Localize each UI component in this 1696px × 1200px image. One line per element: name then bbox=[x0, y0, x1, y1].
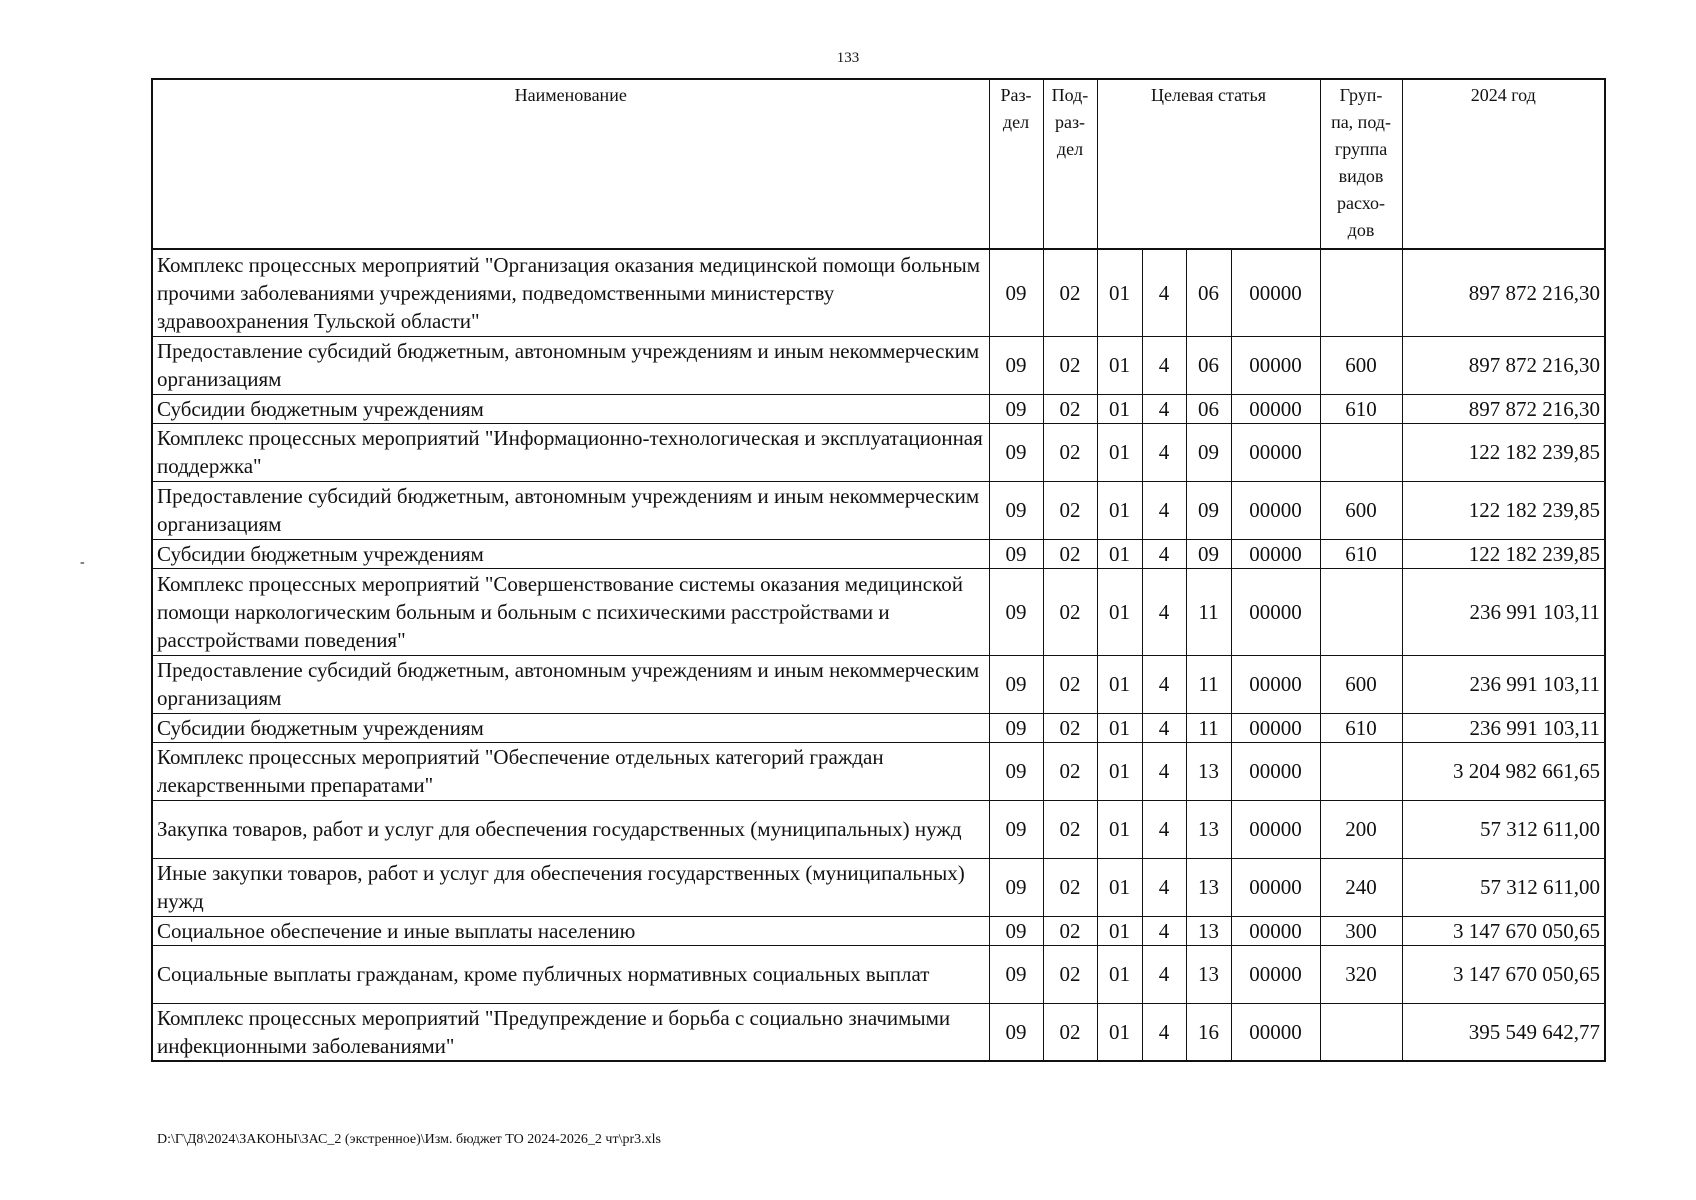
row-name: Комплекс процессных мероприятий "Обеспечение отдельных категорий граждан лекарственными препаратами" bbox=[152, 742, 989, 800]
row-target-complex: 09 bbox=[1186, 539, 1231, 568]
row-target-complex: 16 bbox=[1186, 1003, 1231, 1061]
row-target-direction: 00000 bbox=[1231, 481, 1320, 539]
page-number: 133 bbox=[836, 50, 860, 66]
row-target-direction: 00000 bbox=[1231, 249, 1320, 336]
row-amount: 57 312 611,00 bbox=[1402, 858, 1605, 916]
row-subsection: 02 bbox=[1043, 539, 1097, 568]
row-subsection: 02 bbox=[1043, 800, 1097, 858]
row-target-complex: 11 bbox=[1186, 713, 1231, 742]
row-target-complex: 13 bbox=[1186, 742, 1231, 800]
row-amount: 3 147 670 050,65 bbox=[1402, 916, 1605, 945]
row-amount: 897 872 216,30 bbox=[1402, 249, 1605, 336]
row-subsection: 02 bbox=[1043, 394, 1097, 423]
row-target-complex: 13 bbox=[1186, 858, 1231, 916]
row-section: 09 bbox=[989, 539, 1043, 568]
row-target-complex: 11 bbox=[1186, 568, 1231, 655]
table-row bbox=[152, 1003, 1605, 1061]
header-section: Раз- дел bbox=[989, 79, 1043, 249]
row-subsection: 02 bbox=[1043, 1003, 1097, 1061]
row-section: 09 bbox=[989, 655, 1043, 713]
row-name: Субсидии бюджетным учреждениям bbox=[152, 713, 989, 742]
row-target-type: 4 bbox=[1142, 945, 1186, 1003]
row-target-complex: 13 bbox=[1186, 945, 1231, 1003]
row-expense-group: 600 bbox=[1320, 481, 1402, 539]
row-name: Предоставление субсидий бюджетным, автономным учреждениям и иным некоммерческим организациям bbox=[152, 336, 989, 394]
header-subsection: Под- раз- дел bbox=[1043, 79, 1097, 249]
header-expense-group: Груп- па, под- группа видов расхо- дов bbox=[1320, 79, 1402, 249]
row-target-type: 4 bbox=[1142, 655, 1186, 713]
row-name: Предоставление субсидий бюджетным, автономным учреждениям и иным некоммерческим организациям bbox=[152, 655, 989, 713]
budget-table bbox=[151, 78, 1606, 1062]
row-amount: 236 991 103,11 bbox=[1402, 655, 1605, 713]
row-name: Закупка товаров, работ и услуг для обеспечения государственных (муниципальных) нужд bbox=[152, 800, 989, 858]
table-body bbox=[152, 249, 1605, 1061]
row-name: Субсидии бюджетным учреждениям bbox=[152, 394, 989, 423]
row-target-program: 01 bbox=[1097, 394, 1142, 423]
header-year: 2024 год bbox=[1402, 79, 1605, 249]
row-amount: 122 182 239,85 bbox=[1402, 423, 1605, 481]
row-target-type: 4 bbox=[1142, 742, 1186, 800]
row-expense-group: 610 bbox=[1320, 394, 1402, 423]
row-name: Иные закупки товаров, работ и услуг для обеспечения государственных (муниципальных) нужд bbox=[152, 858, 989, 916]
row-expense-group: 300 bbox=[1320, 916, 1402, 945]
row-amount: 897 872 216,30 bbox=[1402, 336, 1605, 394]
row-amount: 57 312 611,00 bbox=[1402, 800, 1605, 858]
row-amount: 3 147 670 050,65 bbox=[1402, 945, 1605, 1003]
stray-mark: - bbox=[80, 555, 85, 570]
row-amount: 122 182 239,85 bbox=[1402, 539, 1605, 568]
row-subsection: 02 bbox=[1043, 655, 1097, 713]
row-name: Предоставление субсидий бюджетным, автономным учреждениям и иным некоммерческим организациям bbox=[152, 481, 989, 539]
row-amount: 897 872 216,30 bbox=[1402, 394, 1605, 423]
row-target-type: 4 bbox=[1142, 481, 1186, 539]
row-name: Социальное обеспечение и иные выплаты населению bbox=[152, 916, 989, 945]
header-row bbox=[152, 79, 1605, 249]
row-name: Субсидии бюджетным учреждениям bbox=[152, 539, 989, 568]
row-target-complex: 06 bbox=[1186, 336, 1231, 394]
row-target-type: 4 bbox=[1142, 1003, 1186, 1061]
row-target-direction: 00000 bbox=[1231, 945, 1320, 1003]
row-expense-group bbox=[1320, 742, 1402, 800]
row-target-program: 01 bbox=[1097, 800, 1142, 858]
row-section: 09 bbox=[989, 713, 1043, 742]
row-expense-group: 240 bbox=[1320, 858, 1402, 916]
row-target-program: 01 bbox=[1097, 1003, 1142, 1061]
row-section: 09 bbox=[989, 916, 1043, 945]
table-row bbox=[152, 858, 1605, 916]
row-target-direction: 00000 bbox=[1231, 394, 1320, 423]
table-row bbox=[152, 713, 1605, 742]
row-subsection: 02 bbox=[1043, 945, 1097, 1003]
row-target-type: 4 bbox=[1142, 568, 1186, 655]
row-target-program: 01 bbox=[1097, 568, 1142, 655]
row-target-program: 01 bbox=[1097, 481, 1142, 539]
row-target-type: 4 bbox=[1142, 336, 1186, 394]
row-target-type: 4 bbox=[1142, 394, 1186, 423]
row-section: 09 bbox=[989, 568, 1043, 655]
row-section: 09 bbox=[989, 394, 1043, 423]
row-expense-group: 600 bbox=[1320, 336, 1402, 394]
row-target-program: 01 bbox=[1097, 945, 1142, 1003]
table-row bbox=[152, 742, 1605, 800]
row-expense-group: 320 bbox=[1320, 945, 1402, 1003]
row-target-complex: 13 bbox=[1186, 916, 1231, 945]
row-target-direction: 00000 bbox=[1231, 713, 1320, 742]
row-subsection: 02 bbox=[1043, 916, 1097, 945]
row-subsection: 02 bbox=[1043, 713, 1097, 742]
row-target-program: 01 bbox=[1097, 249, 1142, 336]
row-target-complex: 06 bbox=[1186, 249, 1231, 336]
row-target-type: 4 bbox=[1142, 713, 1186, 742]
row-expense-group: 200 bbox=[1320, 800, 1402, 858]
row-amount: 236 991 103,11 bbox=[1402, 568, 1605, 655]
row-target-program: 01 bbox=[1097, 858, 1142, 916]
table-row bbox=[152, 916, 1605, 945]
row-target-direction: 00000 bbox=[1231, 858, 1320, 916]
row-section: 09 bbox=[989, 742, 1043, 800]
row-expense-group bbox=[1320, 249, 1402, 336]
row-target-type: 4 bbox=[1142, 800, 1186, 858]
table-row bbox=[152, 394, 1605, 423]
row-target-complex: 09 bbox=[1186, 423, 1231, 481]
row-subsection: 02 bbox=[1043, 336, 1097, 394]
row-target-type: 4 bbox=[1142, 916, 1186, 945]
table-row bbox=[152, 945, 1605, 1003]
row-section: 09 bbox=[989, 945, 1043, 1003]
row-subsection: 02 bbox=[1043, 742, 1097, 800]
row-subsection: 02 bbox=[1043, 249, 1097, 336]
row-expense-group bbox=[1320, 423, 1402, 481]
row-name: Комплекс процессных мероприятий "Информационно-технологическая и эксплуатационная поддержка" bbox=[152, 423, 989, 481]
row-target-direction: 00000 bbox=[1231, 655, 1320, 713]
row-section: 09 bbox=[989, 249, 1043, 336]
table-row bbox=[152, 800, 1605, 858]
row-target-direction: 00000 bbox=[1231, 800, 1320, 858]
table-row bbox=[152, 336, 1605, 394]
row-target-complex: 13 bbox=[1186, 800, 1231, 858]
row-section: 09 bbox=[989, 336, 1043, 394]
row-target-program: 01 bbox=[1097, 655, 1142, 713]
row-target-direction: 00000 bbox=[1231, 423, 1320, 481]
row-expense-group bbox=[1320, 568, 1402, 655]
table-row bbox=[152, 568, 1605, 655]
table-row bbox=[152, 249, 1605, 336]
row-target-type: 4 bbox=[1142, 249, 1186, 336]
row-subsection: 02 bbox=[1043, 858, 1097, 916]
row-section: 09 bbox=[989, 800, 1043, 858]
row-amount: 236 991 103,11 bbox=[1402, 713, 1605, 742]
row-expense-group: 600 bbox=[1320, 655, 1402, 713]
row-target-direction: 00000 bbox=[1231, 1003, 1320, 1061]
row-target-direction: 00000 bbox=[1231, 336, 1320, 394]
row-target-direction: 00000 bbox=[1231, 568, 1320, 655]
table-row bbox=[152, 481, 1605, 539]
row-expense-group bbox=[1320, 1003, 1402, 1061]
row-target-direction: 00000 bbox=[1231, 916, 1320, 945]
row-section: 09 bbox=[989, 858, 1043, 916]
row-section: 09 bbox=[989, 423, 1043, 481]
row-target-program: 01 bbox=[1097, 742, 1142, 800]
row-amount: 3 204 982 661,65 bbox=[1402, 742, 1605, 800]
footer-file-path: D:\Г\Д8\2024\ЗАКОНЫ\ЗАС_2 (экстренное)\Изм. бюджет ТО 2024-2026_2 чт\pr3.xls bbox=[157, 1132, 661, 1147]
row-target-complex: 06 bbox=[1186, 394, 1231, 423]
row-amount: 395 549 642,77 bbox=[1402, 1003, 1605, 1061]
row-target-program: 01 bbox=[1097, 539, 1142, 568]
row-subsection: 02 bbox=[1043, 423, 1097, 481]
table-row bbox=[152, 539, 1605, 568]
row-target-direction: 00000 bbox=[1231, 742, 1320, 800]
header-name: Наименование bbox=[152, 79, 989, 249]
row-target-direction: 00000 bbox=[1231, 539, 1320, 568]
row-name: Социальные выплаты гражданам, кроме публичных нормативных социальных выплат bbox=[152, 945, 989, 1003]
row-target-program: 01 bbox=[1097, 713, 1142, 742]
row-name: Комплекс процессных мероприятий "Совершенствование системы оказания медицинской помощи наркологическим больным и больным с психическими расстройствами и расстройствами поведения" bbox=[152, 568, 989, 655]
row-section: 09 bbox=[989, 1003, 1043, 1061]
row-expense-group: 610 bbox=[1320, 539, 1402, 568]
table-row bbox=[152, 423, 1605, 481]
row-target-type: 4 bbox=[1142, 423, 1186, 481]
row-target-type: 4 bbox=[1142, 858, 1186, 916]
row-expense-group: 610 bbox=[1320, 713, 1402, 742]
header-target-article: Целевая статья bbox=[1097, 79, 1320, 249]
row-target-program: 01 bbox=[1097, 916, 1142, 945]
row-section: 09 bbox=[989, 481, 1043, 539]
row-amount: 122 182 239,85 bbox=[1402, 481, 1605, 539]
row-target-program: 01 bbox=[1097, 423, 1142, 481]
table-row bbox=[152, 655, 1605, 713]
row-subsection: 02 bbox=[1043, 481, 1097, 539]
row-target-type: 4 bbox=[1142, 539, 1186, 568]
row-target-complex: 09 bbox=[1186, 481, 1231, 539]
row-subsection: 02 bbox=[1043, 568, 1097, 655]
row-target-program: 01 bbox=[1097, 336, 1142, 394]
row-name: Комплекс процессных мероприятий "Организация оказания медицинской помощи больным прочими заболеваниями учреждениями, подведомственными министерству здравоохранения Тульской области" bbox=[152, 249, 989, 336]
row-target-complex: 11 bbox=[1186, 655, 1231, 713]
row-name: Комплекс процессных мероприятий "Предупреждение и борьба с социально значимыми инфекционными заболеваниями" bbox=[152, 1003, 989, 1061]
